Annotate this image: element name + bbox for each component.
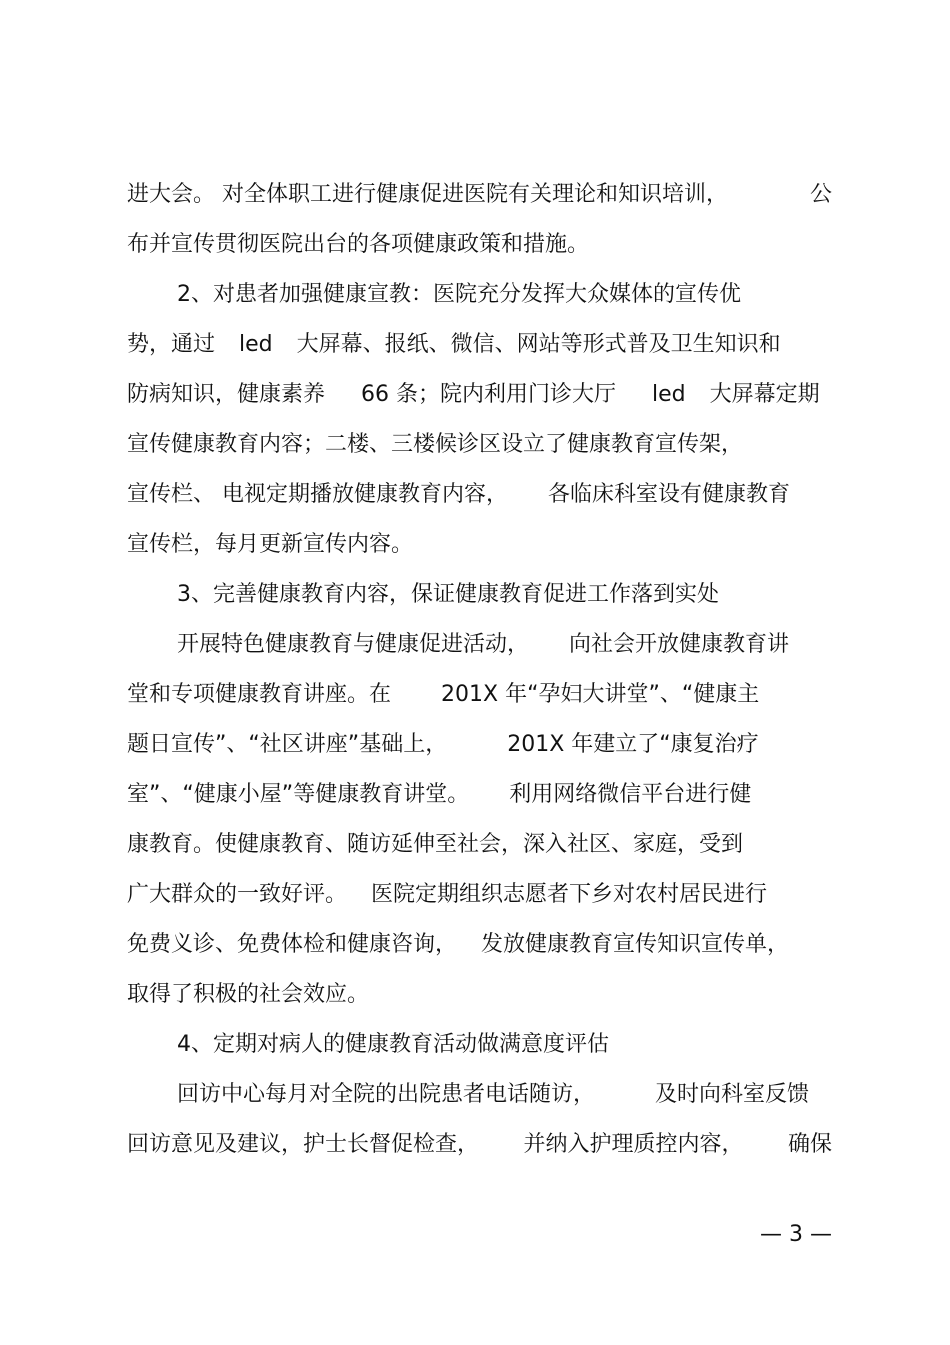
text-segment: 室”、“健康小屋”等健康教育讲堂。 — [127, 782, 470, 807]
text-segment: 势，通过 — [127, 332, 216, 357]
text-segment: 宣传栏、 电视定期播放健康教育内容， — [127, 482, 508, 507]
text-segment: 题日宣传”、“社区讲座”基础上， — [127, 732, 448, 757]
text-segment: 各临床科室设有健康教育 — [548, 482, 791, 507]
text-segment: 开展特色健康教育与健康促进活动， — [177, 632, 530, 657]
text-segment: led — [652, 382, 686, 407]
text-segment: 免费义诊、免费体检和健康咨询， — [127, 932, 458, 957]
text-segment: 66 条；院内利用门诊大厅 — [361, 382, 617, 407]
text-line-8: 宣传栏，每月更新宣传内容。 — [127, 532, 414, 557]
text-line-10 — [177, 630, 832, 660]
text-segment: 向社会开放健康教育讲 — [569, 632, 790, 657]
text-segment: 确保 — [787, 1132, 832, 1157]
section-heading-3: 3、完善健康教育内容，保证健康教育促进工作落到实处 — [177, 582, 719, 607]
text-segment: 回访中心每月对全院的出院患者电话随访， — [177, 1082, 596, 1107]
text-line-4 — [127, 330, 832, 360]
text-line-19 — [177, 1080, 832, 1110]
text-segment: 广大群众的一致好评。 — [127, 882, 348, 907]
text-line-13 — [127, 780, 832, 810]
text-line-16 — [127, 930, 832, 960]
text-line-7 — [127, 480, 832, 510]
text-line-14: 康教育。使健康教育、随访延伸至社会，深入社区、家庭，受到 — [127, 832, 744, 857]
text-segment: 回访意见及建议，护士长督促检查， — [127, 1132, 480, 1157]
section-heading-4: 4、定期对病人的健康教育活动做满意度评估 — [177, 1032, 609, 1057]
text-segment: led — [239, 332, 273, 357]
text-segment: 201X 年“孕妇大讲堂”、“健康主 — [441, 682, 760, 707]
text-segment: 进大会。 对全体职工进行健康促进医院有关理论和知识培训， — [127, 182, 728, 207]
text-line-20 — [127, 1130, 832, 1160]
text-segment: 及时向科室反馈 — [655, 1082, 810, 1107]
text-segment: 201X 年建立了“康复治疗 — [507, 732, 759, 757]
text-segment: 大屏幕定期 — [709, 382, 820, 407]
text-segment: 并纳入护理质控内容， — [523, 1132, 744, 1157]
page-number: — 3 — — [760, 1222, 832, 1247]
text-line-17: 取得了积极的社会效应。 — [127, 982, 370, 1007]
text-line-1 — [127, 180, 832, 210]
section-heading-2: 2、对患者加强健康宣教：医院充分发挥大众媒体的宣传优 — [177, 282, 741, 307]
text-line-2: 布并宣传贯彻医院出台的各项健康政策和措施。 — [127, 232, 590, 257]
text-line-6: 宣传健康教育内容；二楼、三楼候诊区设立了健康教育宣传架， — [127, 432, 744, 457]
text-segment: 公 — [809, 182, 832, 207]
text-segment: 大屏幕、报纸、微信、网站等形式普及卫生知识和 — [296, 332, 781, 357]
text-line-12 — [127, 730, 832, 760]
text-line-11 — [127, 680, 832, 710]
text-segment: 利用网络微信平台进行健 — [509, 782, 752, 807]
text-segment: 医院定期组织志愿者下乡对农村居民进行 — [371, 882, 768, 907]
text-segment: 防病知识，健康素养 — [127, 382, 326, 407]
text-line-5 — [127, 380, 832, 410]
text-segment: 堂和专项健康教育讲座。在 — [127, 682, 392, 707]
text-line-15 — [127, 880, 832, 910]
text-segment: 发放健康教育宣传知识宣传单， — [481, 932, 790, 957]
